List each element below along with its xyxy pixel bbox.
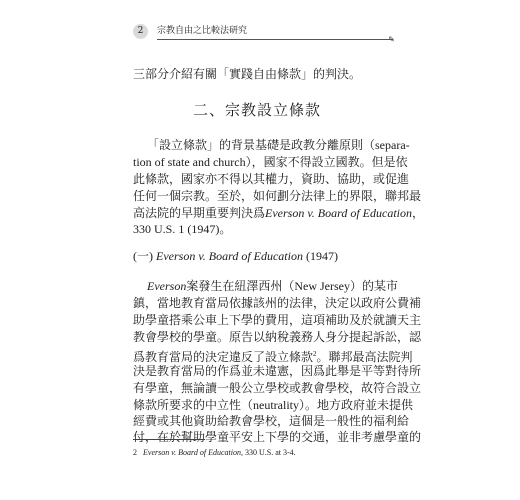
intro-line: 三部分介紹有關「實踐自由條款」的判決。 — [133, 67, 362, 81]
para2-line: 助學童搭乘公車上下學的費用，這項補助及於就讀天主 — [133, 313, 422, 327]
para2-line: 條款所要求的中立性（neutrality）。地方政府並未提供 — [133, 398, 413, 412]
para2-line: 鎮，當地教育當局依據該州的法律，決定以政府公費補 — [133, 296, 422, 310]
case-year: (1947) — [302, 249, 338, 263]
para2-line: 付，在於幫助學童平安上下學的交通，並非考慮學童的 — [133, 430, 422, 444]
para2-text: 。聯邦最高法院判 — [316, 350, 413, 364]
header-rule — [157, 39, 393, 40]
section-heading: 二、宗教設立條款 — [193, 101, 322, 119]
para2-line: 決是教育當局的作爲並未違憲，因爲此舉是平等對待所 — [133, 364, 422, 378]
footnote-case: Everson v. Board of Education — [143, 448, 241, 457]
para2-line: 教會學校的學童。原告以納稅義務人身分提起訴訟，認 — [133, 330, 422, 344]
footnote — [133, 448, 296, 458]
running-title: 宗教自由之比較法研究 — [157, 26, 248, 36]
para1-line: 330 U.S. 1 (1947)。 — [133, 222, 232, 236]
para1-line: 任何一個宗教。至於，如何劃分法律上的界限，聯邦最 — [133, 189, 422, 203]
para1-text: ， — [412, 206, 425, 220]
case-name: Everson v. Board of Education — [156, 249, 303, 263]
footnote-marker: 2 — [313, 350, 317, 358]
para1-text: 高法院的早期重要判決爲 — [133, 206, 266, 220]
para2-text: 案發生在紐澤西州（New Jersey）的某市 — [186, 279, 398, 293]
para2-line — [147, 279, 398, 293]
subsection-heading — [133, 249, 338, 263]
case-name: Everson v. Board of Education — [265, 206, 412, 220]
para1-line — [133, 206, 424, 220]
para1-line: tion of state and church），國家不得設立國教。但是依 — [133, 155, 408, 169]
case-short-name: Everson — [147, 279, 187, 293]
pen-icon: ✎ — [388, 35, 395, 44]
footnote-cite: , 330 U.S. at 3-4. — [240, 448, 296, 457]
para1-line: 「設立條款」的背景基礎是政教分離原則（separa- — [147, 138, 410, 152]
para2-line: 經費或其他資助給教會學校，這個是一般性的福利給 — [133, 414, 410, 428]
footnote-number: 2 — [133, 448, 137, 457]
para1-line: 此條款，國家亦不得以其權力，資助、協助，或促進 — [133, 172, 410, 186]
running-header — [133, 24, 395, 44]
page-number: 2 — [133, 24, 148, 39]
para2-text: 爲教育當局的決定違反了設立條款 — [133, 350, 314, 364]
para2-line — [133, 347, 413, 364]
footnote-rule — [133, 439, 205, 440]
subsection-number: (一) — [133, 249, 156, 263]
para2-line: 有學童，無論讀一般公立學校或教會學校，故符合設立 — [133, 381, 422, 395]
